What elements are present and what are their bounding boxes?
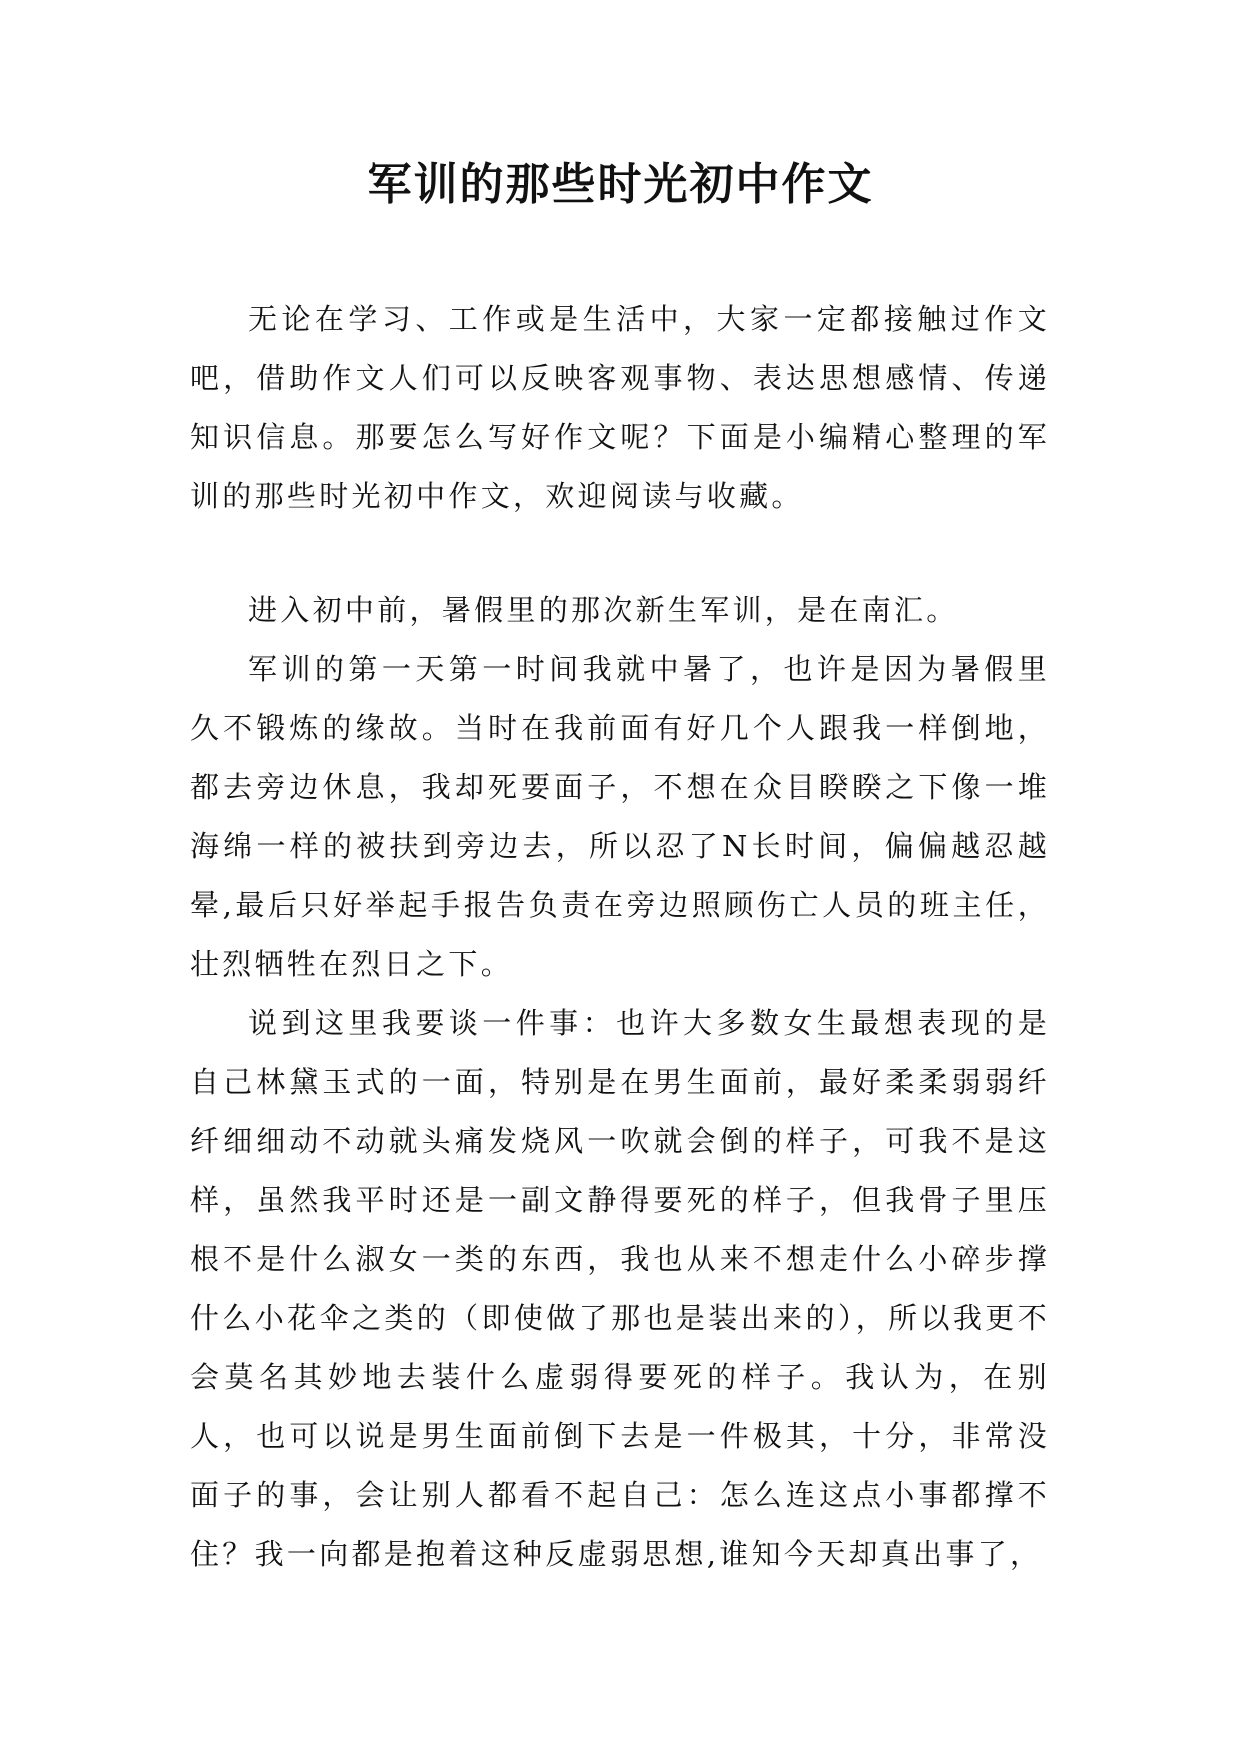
document-title: 军训的那些时光初中作文: [367, 159, 874, 210]
paragraph-3: 说到这里我要谈一件事：也许大多数女生最想表现的是自己林黛玉式的一面，特别是在男生面前，最好柔柔弱弱纤纤细细动不动就头痛发烧风一吹就会倒的样子，可我不是这样，虽然我平时还是一副文静得要死的样子，但我骨子里压根不是什么淑女一类的东西，我也从来不想走什么小碎步撑什么小花伞之类的（即使做了那也是装出来的），所以我更不会莫名其妙地去装什么虚弱得要死的样子。我认为，在别人，也可以说是男生面前倒下去是一件极其，十分，非常没面子的事，会让别人都看不起自己：怎么连这点小事都撑不住？我一向都是抱着这种反虚弱思想,谁知今天却真出事了，: [190, 1006, 1050, 1571]
paragraph-intro: 无论在学习、工作或是生活中，大家一定都接触过作文吧，借助作文人们可以反映客观事物、表达思想感情、传递知识信息。那要怎么写好作文呢？下面是小编精心整理的军训的那些时光初中作文，欢迎阅读与收藏。: [190, 302, 1050, 513]
paragraph-2: 军训的第一天第一时间我就中暑了，也许是因为暑假里久不锻炼的缘故。当时在我前面有好几个人跟我一样倒地，都去旁边休息，我却死要面子，不想在众目睽睽之下像一堆海绵一样的被扶到旁边去，所以忍了N长时间，偏偏越忍越晕,最后只好举起手报告负责在旁边照顾伤亡人员的班主任，壮烈牺牲在烈日之下。: [190, 652, 1050, 981]
document-body: [190, 290, 1050, 1584]
paragraph-1: 进入初中前，暑假里的那次新生军训，是在南汇。: [248, 593, 959, 627]
